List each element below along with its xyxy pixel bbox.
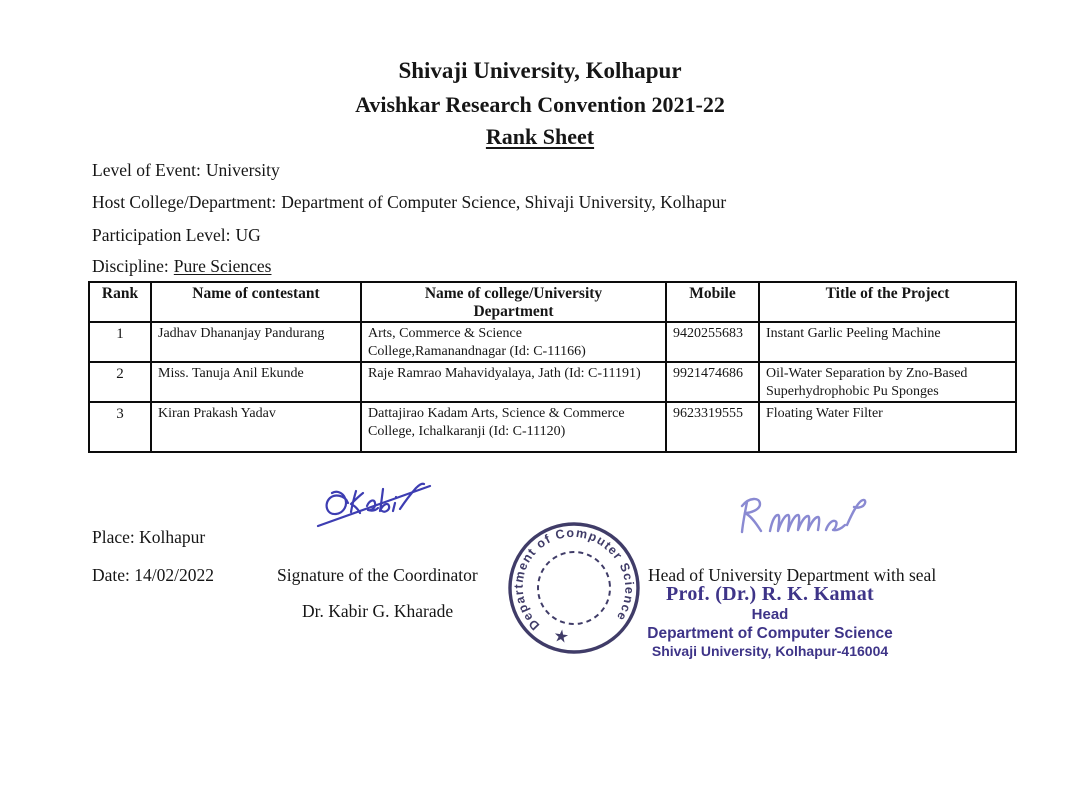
- cell-college: Raje Ramrao Mahavidyalaya, Jath (Id: C-11191): [361, 362, 666, 402]
- header-college-text: Name of college/University Department: [424, 285, 603, 320]
- coordinator-signature-caption: Signature of the Coordinator: [277, 565, 478, 585]
- host-college-value: Department of Computer Science, Shivaji University, Kolhapur: [281, 192, 727, 212]
- department-seal-icon: [498, 504, 650, 675]
- cell-mobile: 9420255683: [666, 322, 759, 362]
- sheet-title: [0, 124, 1080, 150]
- discipline-label: Discipline:: [92, 256, 169, 276]
- stamp-department: Department of Computer Science: [647, 625, 893, 642]
- seal-star-icon: ★: [553, 627, 569, 647]
- head-signature-caption: Head of University Department with seal: [648, 565, 937, 585]
- cell-project: Instant Garlic Peeling Machine: [759, 322, 1016, 362]
- place-value: Kolhapur: [139, 527, 206, 547]
- header-project: Title of the Project: [759, 282, 1016, 322]
- header-mobile: Mobile: [666, 282, 759, 322]
- table-row: [89, 362, 1016, 402]
- date-label: Date:: [92, 565, 130, 585]
- head-stamp-block: [630, 583, 910, 660]
- host-college-label: Host College/Department:: [92, 192, 277, 212]
- discipline-line: [92, 256, 271, 277]
- participation-level-value: UG: [235, 225, 261, 245]
- rank-table: [88, 281, 1017, 453]
- coordinator-name: Dr. Kabir G. Kharade: [302, 601, 454, 621]
- cell-college: Dattajirao Kadam Arts, Science & Commerce College, Ichalkaranji (Id: C-11120): [361, 402, 666, 452]
- participation-level-label: Participation Level:: [92, 225, 231, 245]
- header-contestant: Name of contestant: [151, 282, 361, 322]
- table-header-row: [89, 282, 1016, 322]
- discipline-value: Pure Sciences: [173, 256, 272, 276]
- cell-contestant: Jadhav Dhananjay Pandurang: [151, 322, 361, 362]
- cell-rank: 3: [89, 402, 151, 452]
- cell-contestant: Miss. Tanuja Anil Ekunde: [151, 362, 361, 402]
- level-of-event-value: University: [205, 160, 280, 180]
- cell-rank: 2: [89, 362, 151, 402]
- event-title: Avishkar Research Convention 2021-22: [355, 92, 725, 117]
- level-of-event-label: Level of Event:: [92, 160, 201, 180]
- seal-text: Department of Computer Science: [511, 525, 637, 633]
- participation-level-line: [92, 225, 261, 246]
- table-row: [89, 322, 1016, 362]
- stamp-university: Shivaji University, Kolhapur-416004: [651, 643, 889, 659]
- host-college-line: [92, 192, 726, 213]
- date-line: [92, 565, 214, 586]
- table-row: [89, 402, 1016, 452]
- level-of-event-line: [92, 160, 280, 181]
- header-college: [361, 282, 666, 322]
- stamp-head-name: Prof. (Dr.) R. K. Kamat: [666, 583, 874, 605]
- cell-rank: 1: [89, 322, 151, 362]
- place-label: Place:: [92, 527, 135, 547]
- coordinator-signature-icon: [310, 470, 438, 539]
- header-rank: Rank: [89, 282, 151, 322]
- cell-college: Arts, Commerce & Science College,Ramanandnagar (Id: C-11166): [361, 322, 666, 362]
- cell-contestant: Kiran Prakash Yadav: [151, 402, 361, 452]
- head-signature-icon: [733, 490, 873, 549]
- cell-mobile: 9921474686: [666, 362, 759, 402]
- university-title: Shivaji University, Kolhapur: [398, 58, 682, 83]
- date-value: 14/02/2022: [134, 565, 215, 585]
- place-line: [92, 527, 205, 548]
- sheet-title-text: Rank Sheet: [485, 124, 595, 149]
- cell-mobile: 9623319555: [666, 402, 759, 452]
- cell-project: Oil-Water Separation by Zno-Based Superhydrophobic Pu Sponges: [759, 362, 1016, 402]
- cell-project: Floating Water Filter: [759, 402, 1016, 452]
- stamp-designation: Head: [751, 606, 789, 623]
